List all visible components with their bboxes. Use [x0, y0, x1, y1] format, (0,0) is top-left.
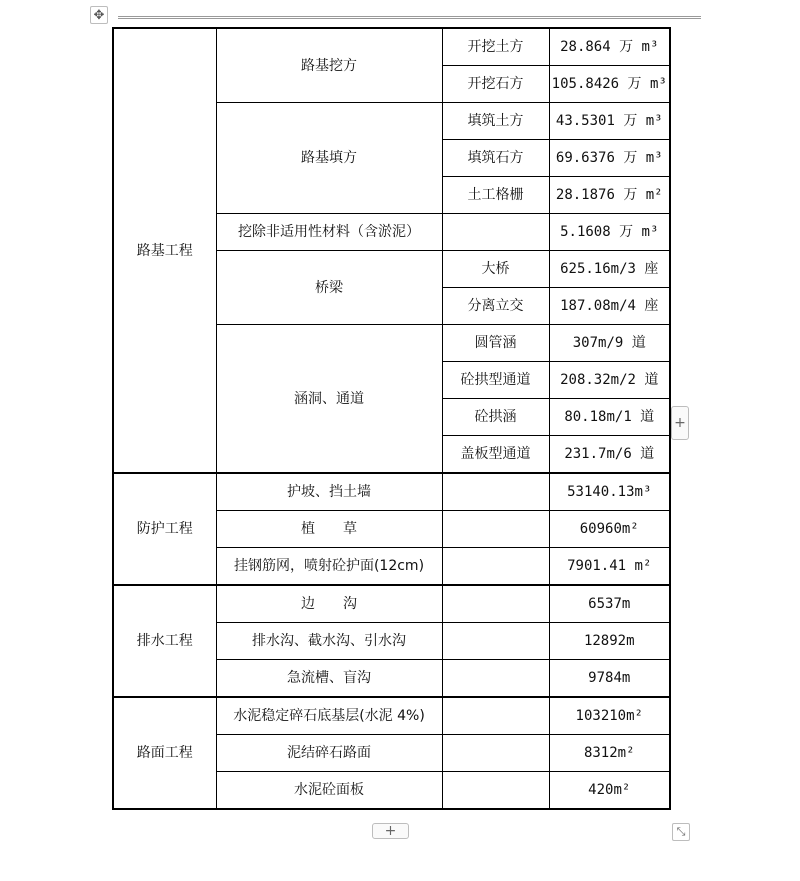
item-cell[interactable]: 急流槽、盲沟 [216, 660, 442, 698]
quantity-cell[interactable]: 28.864 万 m³ [549, 28, 670, 66]
item-cell[interactable]: 水泥砼面板 [216, 772, 442, 810]
subitem-cell[interactable] [442, 511, 549, 548]
subitem-cell[interactable]: 填筑石方 [442, 140, 549, 177]
quantity-cell[interactable]: 208.32m/2 道 [549, 362, 670, 399]
quantity-cell[interactable]: 6537m [549, 585, 670, 623]
subitem-cell[interactable] [442, 623, 549, 660]
add-row-button[interactable]: + [372, 823, 409, 839]
item-cell[interactable]: 涵洞、通道 [216, 325, 442, 474]
subitem-cell[interactable]: 砼拱型通道 [442, 362, 549, 399]
subitem-cell[interactable]: 大桥 [442, 251, 549, 288]
quantity-cell[interactable]: 80.18m/1 道 [549, 399, 670, 436]
quantity-cell[interactable]: 7901.41 m² [549, 548, 670, 586]
subitem-cell[interactable]: 盖板型通道 [442, 436, 549, 474]
quantity-cell[interactable]: 420m² [549, 772, 670, 810]
subitem-cell[interactable] [442, 214, 549, 251]
item-cell[interactable]: 排水沟、截水沟、引水沟 [216, 623, 442, 660]
table-move-handle-icon[interactable]: ✥ [90, 6, 108, 24]
page-top-ruler-line [118, 16, 701, 19]
subitem-cell[interactable] [442, 735, 549, 772]
subitem-cell[interactable] [442, 697, 549, 735]
quantity-cell[interactable]: 9784m [549, 660, 670, 698]
quantity-cell[interactable]: 103210m² [549, 697, 670, 735]
category-cell[interactable]: 排水工程 [113, 585, 216, 697]
item-cell[interactable]: 边 沟 [216, 585, 442, 623]
subitem-cell[interactable] [442, 772, 549, 810]
subitem-cell[interactable]: 分离立交 [442, 288, 549, 325]
quantity-cell[interactable]: 187.08m/4 座 [549, 288, 670, 325]
quantity-cell[interactable]: 60960m² [549, 511, 670, 548]
quantity-cell[interactable]: 12892m [549, 623, 670, 660]
item-cell[interactable]: 植 草 [216, 511, 442, 548]
quantity-cell[interactable]: 105.8426 万 m³ [549, 66, 670, 103]
category-cell[interactable]: 防护工程 [113, 473, 216, 585]
item-cell[interactable]: 挂钢筋网，喷射砼护面(12cm) [216, 548, 442, 586]
table-row [113, 473, 670, 511]
quantity-cell[interactable]: 307m/9 道 [549, 325, 670, 362]
quantity-cell[interactable]: 231.7m/6 道 [549, 436, 670, 474]
subitem-cell[interactable] [442, 660, 549, 698]
subitem-cell[interactable] [442, 473, 549, 511]
subitem-cell[interactable] [442, 548, 549, 586]
item-cell[interactable]: 水泥稳定碎石底基层(水泥 4%) [216, 697, 442, 735]
quantity-cell[interactable]: 43.5301 万 m³ [549, 103, 670, 140]
quantity-cell[interactable]: 5.1608 万 m³ [549, 214, 670, 251]
item-cell[interactable]: 路基挖方 [216, 28, 442, 103]
table-row [113, 585, 670, 623]
subitem-cell[interactable]: 土工格栅 [442, 177, 549, 214]
subitem-cell[interactable]: 开挖石方 [442, 66, 549, 103]
item-cell[interactable]: 护坡、挡土墙 [216, 473, 442, 511]
category-cell[interactable]: 路基工程 [113, 28, 216, 473]
quantity-cell[interactable]: 625.16m/3 座 [549, 251, 670, 288]
quantity-cell[interactable]: 8312m² [549, 735, 670, 772]
quantity-cell[interactable]: 53140.13m³ [549, 473, 670, 511]
table-row [113, 697, 670, 735]
quantity-cell[interactable]: 69.6376 万 m³ [549, 140, 670, 177]
quantity-table [112, 27, 671, 810]
item-cell[interactable]: 桥梁 [216, 251, 442, 325]
subitem-cell[interactable]: 圆管涵 [442, 325, 549, 362]
subitem-cell[interactable] [442, 585, 549, 623]
table-row [113, 28, 670, 66]
subitem-cell[interactable]: 砼拱涵 [442, 399, 549, 436]
item-cell[interactable]: 泥结碎石路面 [216, 735, 442, 772]
add-column-button[interactable]: + [671, 406, 689, 440]
category-cell[interactable]: 路面工程 [113, 697, 216, 809]
subitem-cell[interactable]: 填筑土方 [442, 103, 549, 140]
item-cell[interactable]: 挖除非适用性材料（含淤泥） [216, 214, 442, 251]
item-cell[interactable]: 路基填方 [216, 103, 442, 214]
quantity-cell[interactable]: 28.1876 万 m² [549, 177, 670, 214]
subitem-cell[interactable]: 开挖土方 [442, 28, 549, 66]
table-resize-handle-icon[interactable]: ⤡ [672, 823, 690, 841]
